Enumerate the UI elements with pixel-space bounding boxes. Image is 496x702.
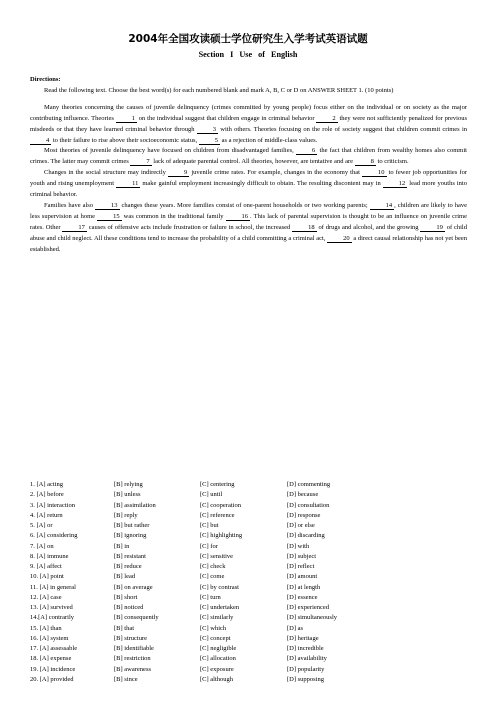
passage-text: a direct causal relationship has not yet been established. bbox=[30, 234, 467, 253]
blank-10: 10 bbox=[362, 169, 387, 177]
option-20-a: 20. [A] provided bbox=[30, 675, 74, 683]
option-11-c: [C] by contrast bbox=[200, 583, 239, 591]
option-14-b: [B] consequently bbox=[114, 614, 159, 622]
option-15-d: [D] as bbox=[287, 624, 304, 632]
option-15-a: 15. [A] than bbox=[30, 624, 62, 632]
option-5-d: [D] or else bbox=[287, 522, 315, 529]
option-1-b: [B] relying bbox=[114, 481, 143, 488]
paragraph-3 bbox=[30, 168, 467, 201]
option-20-c: [C] although bbox=[200, 675, 234, 683]
option-14-d: [D] simultaneously bbox=[287, 614, 338, 622]
option-4-b: [B] reply bbox=[114, 511, 138, 519]
option-2-b: [B] unless bbox=[114, 491, 141, 499]
passage-text: to their failure to rise above their socioeconomic status, bbox=[51, 136, 199, 144]
option-10-d: [D] amount bbox=[287, 573, 318, 581]
option-17-a: 17. [A] assessable bbox=[30, 645, 78, 652]
option-8-a: 8. [A] immune bbox=[30, 552, 69, 560]
option-10-c: [C] come bbox=[200, 573, 225, 581]
option-13-d: [D] experienced bbox=[287, 604, 330, 611]
option-row-20 bbox=[30, 675, 467, 685]
directions-text: Read the following text. Choose the best word(s) for each numbered blank and mark A, B, C or D on ANSWER SHEET 1. (10 points) bbox=[44, 86, 394, 94]
blank-14: 14 bbox=[370, 202, 395, 210]
blank-2: 2 bbox=[316, 115, 337, 123]
option-3-c: [C] cooperation bbox=[200, 501, 241, 509]
blank-20: 20 bbox=[327, 235, 352, 243]
option-11-d: [D] at length bbox=[287, 583, 321, 591]
paragraph-2 bbox=[30, 146, 467, 168]
option-15-c: [C] which bbox=[200, 624, 227, 632]
passage-text: , children are likely to have less supervision at home bbox=[30, 201, 467, 220]
option-2-c: [C] until bbox=[200, 491, 223, 499]
option-11-b: [B] on average bbox=[114, 583, 153, 591]
option-16-d: [D] heritage bbox=[287, 634, 319, 642]
option-19-c: [C] exposure bbox=[200, 665, 234, 673]
option-12-d: [D] essence bbox=[287, 593, 318, 601]
paragraph-4 bbox=[30, 201, 467, 256]
option-19-b: [B] awareness bbox=[114, 665, 151, 673]
option-7-a: 7. [A] on bbox=[30, 542, 54, 550]
option-row-8 bbox=[30, 552, 467, 562]
option-16-a: 16. [A] system bbox=[30, 634, 69, 642]
option-12-a: 12. [A] case bbox=[30, 593, 62, 601]
passage-text: the fact that children from wealthy homes also commit crimes. The latter may commit crimes bbox=[30, 147, 467, 166]
option-18-c: [C] allocation bbox=[200, 655, 236, 663]
option-5-b: [B] but rather bbox=[114, 522, 150, 529]
passage-text: of child abuse and child neglect. All these conditions tend to increase the probability of a child committing a criminal act, bbox=[30, 223, 467, 242]
option-9-b: [B] reduce bbox=[114, 563, 142, 570]
option-row-3 bbox=[30, 501, 467, 511]
passage-text: lead more youths into criminal behavior. bbox=[30, 180, 467, 199]
option-20-b: [B] since bbox=[114, 675, 138, 683]
option-19-a: 19. [A] incidence bbox=[30, 665, 76, 673]
blank-9: 9 bbox=[168, 169, 189, 177]
option-7-c: [C] for bbox=[200, 542, 218, 550]
passage-text: juvenile crime rates. For example, changes in the economy that bbox=[189, 169, 363, 177]
option-17-b: [B] identifiable bbox=[114, 645, 154, 652]
answer-options bbox=[30, 480, 467, 685]
passage bbox=[30, 75, 467, 256]
passage-text: make gainful employment increasingly difficult to obtain. The resulting discontent may in bbox=[140, 180, 383, 188]
passage-text: to fewer job opportunities for youth and rising unemployment bbox=[30, 169, 467, 188]
option-row-17 bbox=[30, 644, 467, 654]
option-4-c: [C] reference bbox=[200, 511, 235, 519]
option-14-c: [C] similarly bbox=[200, 614, 234, 622]
option-row-6 bbox=[30, 531, 467, 541]
passage-text: Many theories concerning the causes of juvenile delinquency (crimes committed by young people) focus either on the individual or on society as the major contributing influence. Theories bbox=[30, 103, 467, 122]
option-15-b: [B] that bbox=[114, 624, 135, 632]
option-8-d: [D] subject bbox=[287, 552, 317, 560]
option-13-a: 13. [A] survived bbox=[30, 604, 73, 611]
blank-11: 11 bbox=[116, 180, 140, 188]
option-10-b: [B] lead bbox=[114, 573, 136, 581]
option-13-c: [C] undertaken bbox=[200, 604, 240, 611]
option-17-d: [D] incredible bbox=[287, 645, 324, 652]
option-row-4 bbox=[30, 511, 467, 521]
option-9-d: [D] reflect bbox=[287, 563, 315, 570]
passage-text: lack of adequate parental control. All theories, however, are tentative and are bbox=[151, 158, 355, 166]
option-16-c: [C] concept bbox=[200, 634, 231, 642]
blank-16: 16 bbox=[226, 213, 251, 221]
option-1-c: [C] centering bbox=[200, 481, 235, 488]
passage-text: changes these years. More families consist of one-parent households or two working parents; bbox=[119, 201, 370, 209]
option-row-16 bbox=[30, 634, 467, 644]
option-row-14 bbox=[30, 613, 467, 623]
directions-label: Directions: bbox=[30, 76, 61, 83]
option-13-b: [B] noticed bbox=[114, 604, 144, 611]
passage-text: they were not sufficiently penalized for previous misdeeds or that they have learned criminal behavior through bbox=[30, 114, 468, 133]
passage-text: as a rejection of middle-class values. bbox=[219, 136, 318, 144]
option-2-a: 2. [A] before bbox=[30, 491, 64, 499]
option-12-b: [B] short bbox=[114, 593, 138, 601]
passage-text: . This lack of parental supervision is thought to be an influence on juvenile crime rates. Other bbox=[30, 212, 467, 231]
option-row-13 bbox=[30, 603, 467, 613]
option-row-19 bbox=[30, 665, 467, 675]
page-title: 2004年全国攻读硕士学位研究生入学考试英语试题 bbox=[128, 33, 368, 45]
option-18-d: [D] availability bbox=[287, 655, 327, 663]
option-7-d: [D] with bbox=[287, 542, 310, 550]
blank-19: 19 bbox=[420, 224, 445, 232]
section-heading: Section I Use of English bbox=[198, 50, 298, 59]
option-1-d: [D] commenting bbox=[287, 481, 331, 488]
option-row-1 bbox=[30, 480, 467, 490]
passage-text: with others. Theories focusing on the role of society suggest that children commit crimes in bbox=[218, 125, 467, 133]
directions bbox=[30, 75, 467, 86]
blank-13: 13 bbox=[95, 202, 120, 210]
blank-15: 15 bbox=[97, 213, 122, 221]
option-19-d: [D] popularity bbox=[287, 665, 325, 673]
option-row-5 bbox=[30, 521, 467, 531]
option-row-10 bbox=[30, 572, 467, 582]
option-17-c: [C] negligible bbox=[200, 645, 237, 652]
option-11-a: 11. [A] in general bbox=[30, 583, 76, 591]
option-6-a: 6. [A] considering bbox=[30, 532, 78, 540]
option-6-c: [C] highlighting bbox=[200, 532, 243, 540]
option-row-2 bbox=[30, 490, 467, 500]
option-3-d: [D] consultation bbox=[287, 501, 330, 509]
option-8-c: [C] sensitive bbox=[200, 552, 234, 560]
option-2-d: [D] because bbox=[287, 491, 319, 499]
option-row-7 bbox=[30, 542, 467, 552]
option-8-b: [B] resistant bbox=[114, 552, 146, 560]
blank-5: 5 bbox=[199, 137, 220, 145]
option-9-c: [C] check bbox=[200, 563, 226, 570]
option-9-a: 9. [A] affect bbox=[30, 563, 62, 570]
passage-text: on the individual suggest that children engage in criminal behavior bbox=[136, 114, 317, 122]
option-10-a: 10. [A] point bbox=[30, 573, 64, 581]
blank-18: 18 bbox=[292, 224, 317, 232]
passage-text: Changes in the social structure may indirectly bbox=[44, 169, 168, 177]
option-1-a: 1. [A] acting bbox=[30, 481, 64, 488]
passage-text: was common in the traditional family bbox=[121, 212, 226, 220]
option-4-d: [D] response bbox=[287, 511, 321, 519]
option-14-a: 14.[A] contrarily bbox=[30, 614, 75, 622]
blank-4: 4 bbox=[30, 137, 51, 145]
option-5-c: [C] but bbox=[200, 522, 219, 529]
blank-8: 8 bbox=[355, 158, 376, 166]
blank-7: 7 bbox=[130, 158, 151, 166]
passage-text: of drugs and alcohol, and the growing bbox=[316, 223, 421, 231]
option-12-c: [C] turn bbox=[200, 593, 221, 601]
option-4-a: 4. [A] return bbox=[30, 511, 63, 519]
option-row-15 bbox=[30, 624, 467, 634]
option-20-d: [D] supposing bbox=[287, 675, 325, 683]
option-18-a: 18. [A] expense bbox=[30, 655, 72, 663]
option-row-18 bbox=[30, 654, 467, 664]
option-18-b: [B] restriction bbox=[114, 655, 151, 663]
option-16-b: [B] structure bbox=[114, 634, 148, 642]
option-7-b: [B] in bbox=[114, 542, 130, 550]
blank-17: 17 bbox=[62, 224, 87, 232]
option-6-d: [D] discarding bbox=[287, 532, 325, 540]
option-row-12 bbox=[30, 593, 467, 603]
passage-text: Families have also bbox=[44, 201, 96, 209]
blank-6: 6 bbox=[296, 147, 317, 155]
option-row-9 bbox=[30, 562, 467, 572]
option-3-a: 3. [A] interaction bbox=[30, 501, 75, 509]
blank-1: 1 bbox=[116, 115, 137, 123]
option-3-b: [B] assimilation bbox=[114, 501, 156, 509]
blank-12: 12 bbox=[383, 180, 408, 188]
passage-text: Most theories of juvenile delinquency have focused on children from disadvantaged families, bbox=[44, 147, 297, 155]
option-row-11 bbox=[30, 583, 467, 593]
paragraph-1 bbox=[30, 103, 467, 147]
option-6-b: [B] ignoring bbox=[114, 532, 147, 540]
blank-3: 3 bbox=[197, 126, 218, 134]
passage-text: causes of offensive acts include frustration or failure in school, the increased bbox=[86, 223, 293, 231]
passage-text: to criticism. bbox=[375, 158, 409, 166]
option-5-a: 5. [A] or bbox=[30, 522, 53, 529]
